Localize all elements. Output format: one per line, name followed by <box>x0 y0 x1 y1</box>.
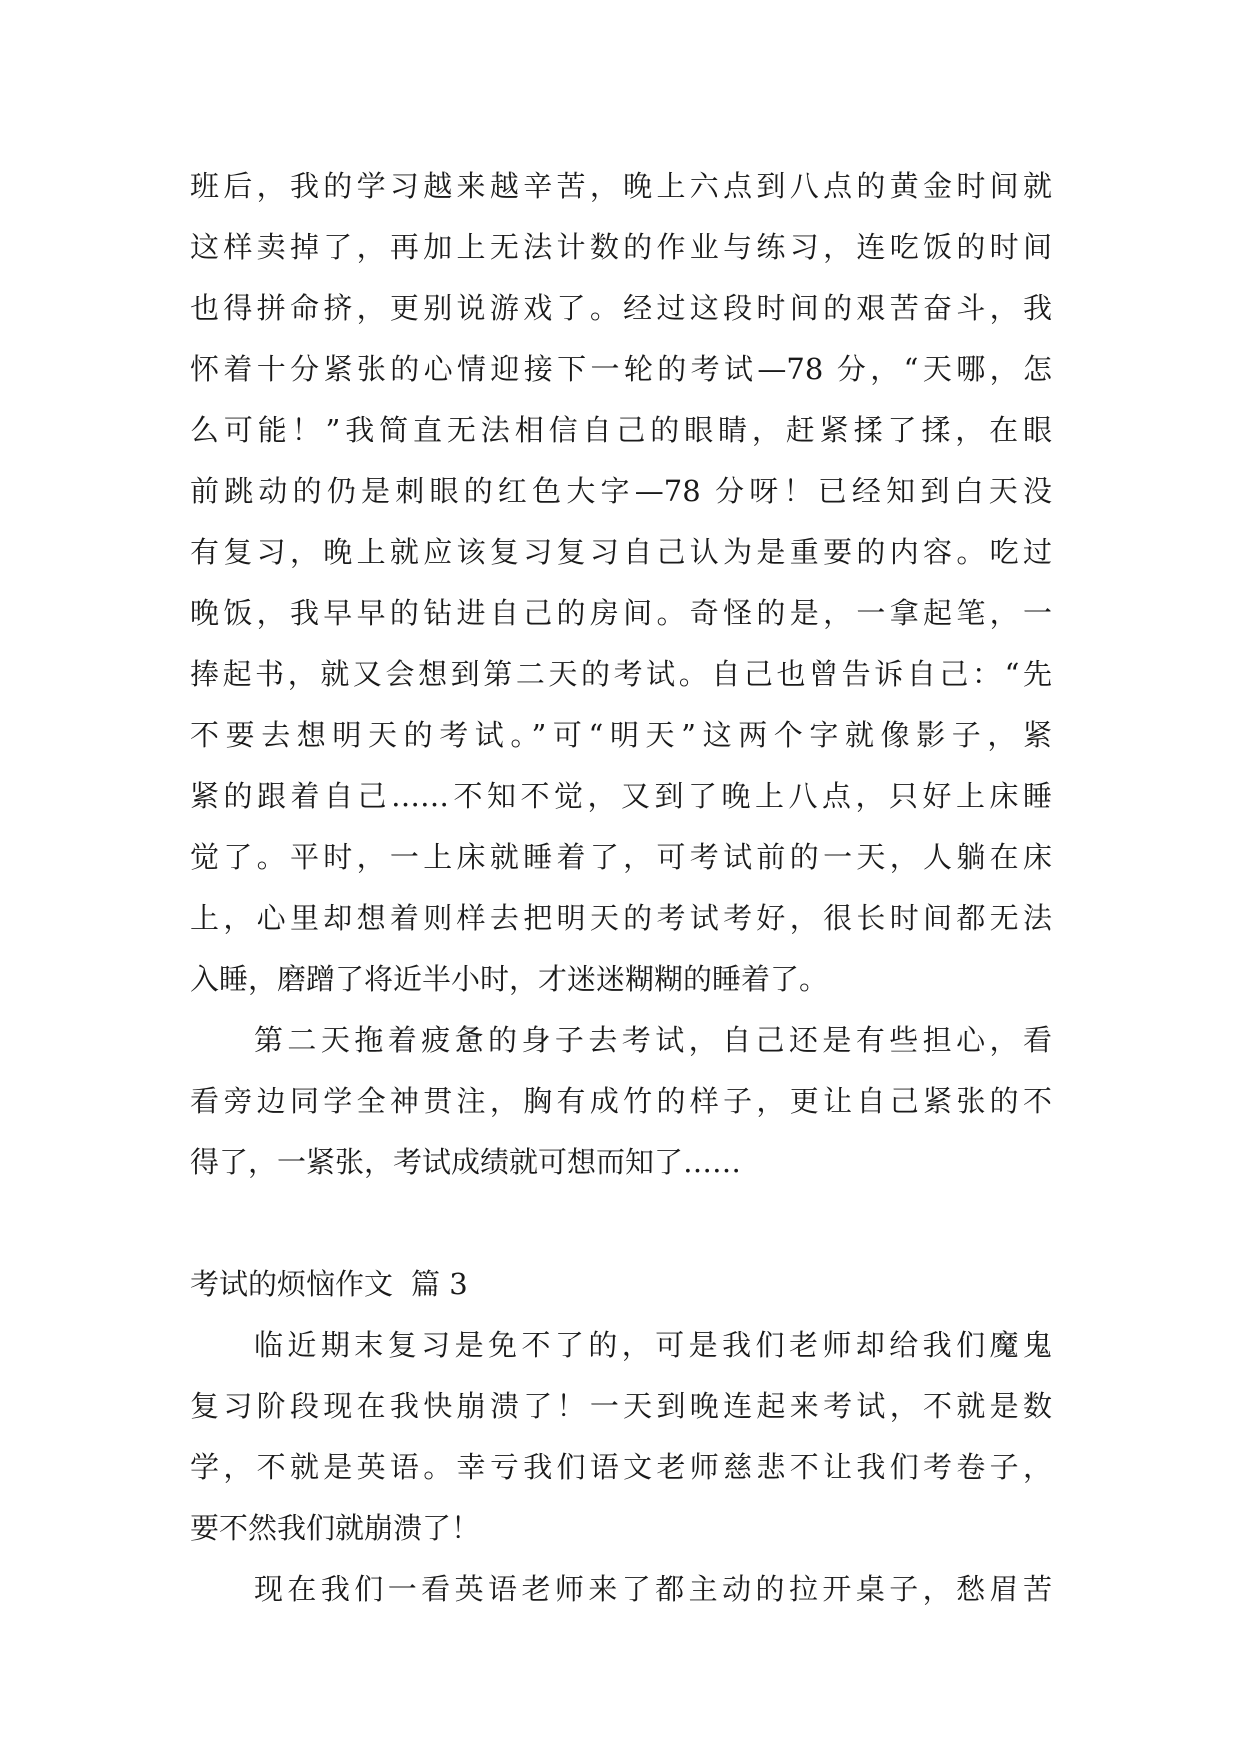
text-line: 现在我们一看英语老师来了都主动的拉开桌子，愁眉苦 <box>254 1572 1052 1606</box>
text-line: 入睡，磨蹭了将近半小时，才迷迷糊糊的睡着了。 <box>190 962 829 996</box>
document-body <box>190 156 1052 1620</box>
section-part: 篇 3 <box>411 1267 468 1301</box>
text-line: 复习阶段现在我快崩溃了！一天到晚连起来考试，不就是数 <box>190 1389 1052 1423</box>
section-heading <box>190 1254 1052 1315</box>
section-title: 考试的烦恼作文 <box>190 1267 394 1301</box>
text-line: 学，不就是英语。幸亏我们语文老师慈悲不让我们考卷子， <box>190 1450 1052 1484</box>
text-line: 班后，我的学习越来越辛苦，晚上六点到八点的黄金时间就 <box>190 169 1052 203</box>
text-line: 么可能！”我简直无法相信自己的眼睛，赶紧揉了揉，在眼 <box>190 413 1052 447</box>
text-line: 临近期末复习是免不了的，可是我们老师却给我们魔鬼 <box>254 1328 1052 1362</box>
text-line: 晚饭，我早早的钻进自己的房间。奇怪的是，一拿起笔，一 <box>190 596 1052 630</box>
text-line: 看旁边同学全神贯注，胸有成竹的样子，更让自己紧张的不 <box>190 1084 1052 1118</box>
paragraph-4 <box>190 1559 1052 1620</box>
text-line: 前跳动的仍是刺眼的红色大字—78 分呀！已经知到白天没 <box>190 474 1052 508</box>
text-line: 要不然我们就崩溃了！ <box>190 1511 481 1545</box>
text-line: 这样卖掉了，再加上无法计数的作业与练习，连吃饭的时间 <box>190 230 1052 264</box>
text-line: 也得拼命挤，更别说游戏了。经过这段时间的艰苦奋斗，我 <box>190 291 1052 325</box>
text-line: 不要去想明天的考试。”可“明天”这两个字就像影子，紧 <box>190 718 1052 752</box>
text-line: 得了，一紧张，考试成绩就可想而知了…… <box>190 1145 742 1179</box>
text-line: 第二天拖着疲惫的身子去考试，自己还是有些担心，看 <box>254 1023 1052 1057</box>
text-line: 捧起书，就又会想到第二天的考试。自己也曾告诉自己：“先 <box>190 657 1052 691</box>
paragraph-3 <box>190 1315 1052 1559</box>
text-line: 怀着十分紧张的心情迎接下一轮的考试—78 分，“天哪，怎 <box>190 352 1052 386</box>
text-line: 紧的跟着自己……不知不觉，又到了晚上八点，只好上床睡 <box>190 779 1052 813</box>
paragraph-gap <box>190 1193 1052 1254</box>
text-line: 上，心里却想着则样去把明天的考试考好，很长时间都无法 <box>190 901 1052 935</box>
text-line: 觉了。平时，一上床就睡着了，可考试前的一天，人躺在床 <box>190 840 1052 874</box>
text-line: 有复习，晚上就应该复习复习自己认为是重要的内容。吃过 <box>190 535 1052 569</box>
paragraph-2 <box>190 1010 1052 1193</box>
paragraph-1 <box>190 156 1052 1010</box>
